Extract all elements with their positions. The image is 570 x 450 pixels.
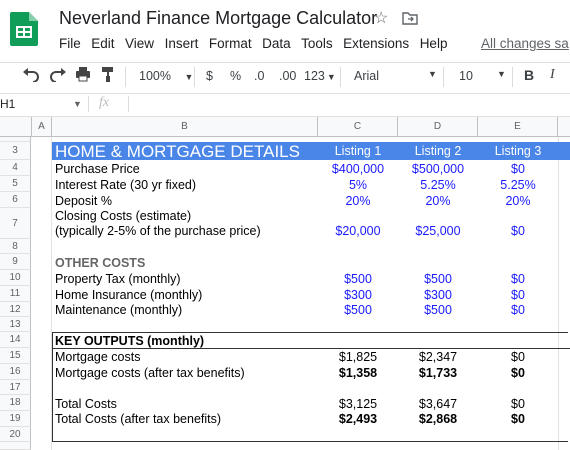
row-header-5[interactable]: 5 (0, 176, 31, 192)
column-header-b[interactable]: B (52, 117, 318, 137)
zoom-select[interactable] (139, 69, 193, 83)
menu-tools[interactable]: Tools (301, 36, 333, 51)
cell-closing-costs-1[interactable]: $20,000 (335, 224, 381, 238)
row-header-7[interactable]: 7 (0, 208, 31, 239)
save-status-link[interactable]: All changes sa (481, 36, 569, 51)
font-value: Arial (354, 69, 380, 83)
font-select[interactable] (354, 69, 437, 83)
cell-mortgage-costs-2[interactable]: $2,347 (418, 350, 458, 364)
cell-mortgage-costs-3[interactable]: $0 (511, 350, 525, 364)
chevron-down-icon: ▼ (326, 72, 336, 82)
menu-format[interactable]: Format (208, 36, 252, 51)
label-total-costs-after-tax[interactable]: Total Costs (after tax benefits) (55, 412, 222, 426)
label-interest-rate[interactable]: Interest Rate (30 yr fixed) (55, 178, 197, 192)
cell-closing-costs-2[interactable]: $25,000 (415, 224, 461, 238)
cell-maintenance-3[interactable]: $0 (511, 303, 525, 317)
redo-icon[interactable] (49, 66, 67, 85)
cell-mortgage-costs-1[interactable]: $1,825 (338, 350, 378, 364)
cell-total-costs-1[interactable]: $3,125 (338, 397, 378, 411)
sheets-logo-icon[interactable] (10, 12, 38, 46)
row-header-18[interactable]: 18 (0, 395, 31, 411)
paint-format-icon[interactable] (101, 66, 115, 85)
cell-interest-rate-1[interactable]: 5% (348, 178, 368, 192)
section-title-other-costs[interactable]: OTHER COSTS (55, 256, 146, 270)
cell-property-tax-2[interactable]: $500 (424, 272, 452, 286)
row-header-6[interactable]: 6 (0, 192, 31, 208)
listing-3-header[interactable]: Listing 3 (494, 144, 542, 158)
row-header-9[interactable]: 9 (0, 254, 31, 270)
row-header-3[interactable]: 3 (0, 142, 31, 160)
cell-mortgage-after-tax-2[interactable]: $1,733 (418, 366, 458, 380)
cell-property-tax-3[interactable]: $0 (511, 272, 525, 286)
column-header-f[interactable] (558, 117, 570, 137)
select-all-corner[interactable] (0, 117, 32, 137)
cell-interest-rate-3[interactable]: 5.25% (500, 178, 536, 192)
row-header-16[interactable]: 16 (0, 364, 31, 380)
row-header-8[interactable]: 8 (0, 239, 31, 254)
more-formats-label: 123 (304, 69, 325, 83)
formula-divider (88, 96, 89, 112)
name-box[interactable]: H1 (0, 97, 16, 111)
column-header-d[interactable]: D (398, 117, 478, 137)
star-icon[interactable]: ☆ (374, 10, 389, 27)
zoom-value: 100% (139, 69, 171, 83)
column-header-e[interactable]: E (478, 117, 558, 137)
decrease-decimals-button[interactable]: .0 (254, 69, 265, 83)
chevron-down-icon: ▼ (428, 69, 437, 79)
label-home-insurance[interactable]: Home Insurance (monthly) (55, 288, 203, 302)
formula-divider (128, 96, 129, 112)
label-purchase-price[interactable]: Purchase Price (55, 162, 140, 176)
label-deposit[interactable]: Deposit % (55, 194, 112, 208)
chevron-down-icon: ▼ (184, 72, 194, 82)
menu-view[interactable]: View (125, 36, 155, 51)
currency-format-button[interactable]: $ (206, 69, 213, 83)
label-closing-costs-note: (typically 2-5% of the purchase price) (55, 224, 261, 238)
cell-closing-costs-3[interactable]: $0 (511, 224, 525, 238)
document-title[interactable]: Neverland Finance Mortgage Calculator (59, 8, 378, 28)
row-header-4[interactable]: 4 (0, 160, 31, 176)
row-header-20[interactable]: 20 (0, 427, 31, 442)
move-to-folder-icon[interactable] (402, 11, 418, 30)
italic-button[interactable]: I (550, 67, 555, 82)
row-header-13[interactable]: 13 (0, 317, 31, 332)
label-total-costs[interactable]: Total Costs (55, 397, 117, 411)
fx-icon: fx (99, 95, 110, 110)
menu-insert[interactable]: Insert (164, 36, 199, 51)
cell-purchase-price-1[interactable]: $400,000 (331, 162, 385, 176)
menu-edit[interactable]: Edit (91, 36, 115, 51)
print-icon[interactable] (75, 66, 91, 85)
cell-property-tax-1[interactable]: $500 (344, 272, 372, 286)
cell-purchase-price-2[interactable]: $500,000 (411, 162, 465, 176)
cell-total-after-tax-2[interactable]: $2,868 (418, 412, 458, 426)
undo-icon[interactable] (22, 66, 40, 85)
cell-total-costs-2[interactable]: $3,647 (418, 397, 458, 411)
label-maintenance[interactable]: Maintenance (monthly) (55, 303, 183, 317)
menu-data[interactable]: Data (262, 36, 291, 51)
toolbar-divider (125, 67, 126, 87)
cell-home-insurance-1[interactable]: $300 (344, 288, 372, 302)
chevron-down-icon[interactable]: ▼ (73, 99, 82, 109)
toolbar-divider (194, 67, 195, 87)
cell-interest-rate-2[interactable]: 5.25% (420, 178, 456, 192)
cell-mortgage-after-tax-3[interactable]: $0 (511, 366, 525, 380)
row-header-14[interactable]: 14 (0, 332, 31, 348)
row-header-10[interactable]: 10 (0, 270, 31, 286)
cell-maintenance-1[interactable]: $500 (344, 303, 372, 317)
font-size-select[interactable] (459, 69, 506, 83)
cell-total-after-tax-3[interactable]: $0 (511, 412, 525, 426)
row-header-12[interactable]: 12 (0, 302, 31, 317)
cell-maintenance-2[interactable]: $500 (424, 303, 452, 317)
row-header-15[interactable]: 15 (0, 348, 31, 364)
cell-deposit-1[interactable]: 20% (345, 194, 371, 208)
section-title-key-outputs[interactable]: KEY OUTPUTS (monthly) (55, 334, 205, 348)
cell-mortgage-after-tax-1[interactable]: $1,358 (338, 366, 378, 380)
chevron-down-icon: ▼ (497, 69, 506, 79)
cell-home-insurance-2[interactable]: $300 (424, 288, 452, 302)
row-header-17[interactable]: 17 (0, 380, 31, 395)
menu-file[interactable]: File (59, 36, 81, 51)
cell-deposit-2[interactable]: 20% (425, 194, 451, 208)
key-outputs-divider (52, 348, 570, 349)
cell-deposit-3[interactable]: 20% (505, 194, 531, 208)
cell-home-insurance-3[interactable]: $0 (511, 288, 525, 302)
cell-purchase-price-3[interactable]: $0 (511, 162, 525, 176)
toolbar-divider (512, 67, 513, 87)
column-header-a[interactable]: A (32, 117, 52, 137)
label-mortgage-costs-after-tax[interactable]: Mortgage costs (after tax benefits) (55, 366, 245, 380)
cell-total-after-tax-1[interactable]: $2,493 (338, 412, 378, 426)
bold-button[interactable]: B (524, 67, 535, 83)
formula-input[interactable] (138, 97, 558, 113)
menu-extensions[interactable]: Extensions (343, 36, 410, 51)
column-header-c[interactable]: C (318, 117, 398, 137)
toolbar-divider (443, 67, 444, 87)
label-closing-costs[interactable]: Closing Costs (estimate) (55, 209, 192, 223)
listing-1-header[interactable]: Listing 1 (334, 144, 382, 158)
font-size-value: 10 (459, 69, 473, 83)
row-header-11[interactable]: 11 (0, 286, 31, 302)
percent-format-button[interactable]: % (230, 69, 242, 83)
label-property-tax[interactable]: Property Tax (monthly) (55, 272, 181, 286)
row-header-21[interactable] (0, 442, 31, 450)
menu-bar (59, 36, 458, 54)
label-mortgage-costs[interactable]: Mortgage costs (55, 350, 141, 364)
toolbar-divider (340, 67, 341, 87)
more-formats-button[interactable] (304, 69, 336, 83)
section-title-home-mortgage[interactable]: HOME & MORTGAGE DETAILS (55, 142, 300, 161)
row-header-19[interactable]: 19 (0, 411, 31, 427)
listing-2-header[interactable]: Listing 2 (414, 144, 462, 158)
menu-help[interactable]: Help (419, 36, 448, 51)
increase-decimals-button[interactable]: .00 (279, 69, 297, 83)
cell-total-costs-3[interactable]: $0 (511, 397, 525, 411)
